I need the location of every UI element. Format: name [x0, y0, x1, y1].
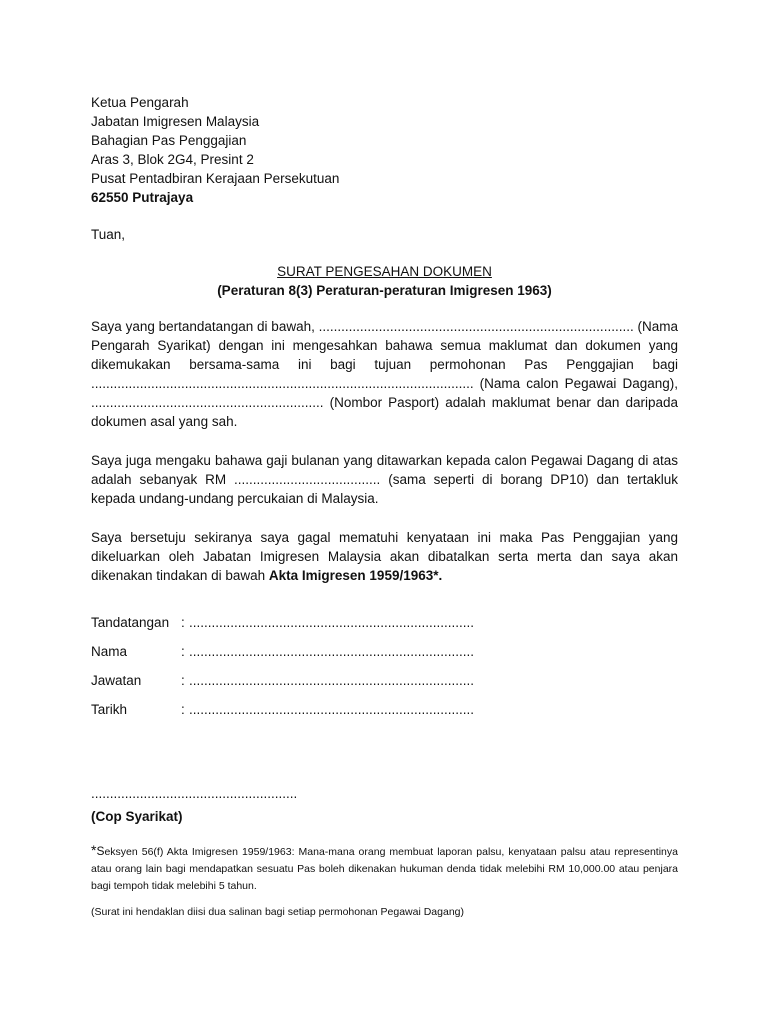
field-label: Nama: [91, 644, 128, 659]
name-blank: ............................................................................: [189, 644, 475, 659]
date-blank: ............................................................................: [189, 702, 475, 717]
address-postcode: 62550 Putrajaya: [91, 190, 194, 205]
position-blank: ............................................................................: [189, 673, 475, 688]
signature-fields: [91, 613, 678, 729]
act-reference: Akta Imigresen 1959/1963*.: [268, 568, 443, 583]
title-main: SURAT PENGESAHAN DOKUMEN: [277, 264, 492, 279]
company-stamp-area: [91, 784, 678, 826]
footnote-initial: S: [96, 844, 105, 858]
copies-note: (Surat ini hendaklan diisi dua salinan bagi setiap permohonan Pegawai Dagang): [91, 906, 464, 918]
field-colon: :: [181, 644, 185, 659]
footnote: [91, 842, 678, 895]
address-line: Jabatan Imigresen Malaysia: [91, 114, 260, 129]
salutation: Tuan,: [91, 227, 126, 242]
footnote-text: eksyen 56(f) Akta Imigresen 1959/1963: Mana-mana orang membuat laporan palsu, kenyataan palsu atau representinya atau orang lain bagi mendapatkan sesuatu Pas boleh dikenakan hukuman denda tidak melebihi RM 10,000.00 atau penjara bagi tempoh tidak melebihi 5 tahun.: [91, 846, 678, 892]
signature-blank: ............................................................................: [189, 615, 475, 630]
address-line: Pusat Pentadbiran Kerajaan Persekutuan: [91, 171, 340, 186]
field-row-signature: [91, 613, 678, 642]
title-subtitle: (Peraturan 8(3) Peraturan-peraturan Imigresen 1963): [217, 283, 552, 298]
address-line: Aras 3, Blok 2G4, Presint 2: [91, 152, 254, 167]
letter-page: [91, 93, 678, 920]
field-label: Tarikh: [91, 702, 128, 717]
field-colon: :: [181, 673, 185, 688]
paragraph-agreement: [91, 528, 678, 585]
footnote-asterisk: *: [91, 842, 97, 858]
letter-title: [91, 262, 678, 300]
field-label: Tandatangan: [91, 615, 170, 630]
field-colon: :: [181, 615, 185, 630]
address-line: Ketua Pengarah: [91, 95, 189, 110]
stamp-label: (Cop Syarikat): [91, 809, 183, 824]
paragraph-declaration: Saya yang bertandatangan di bawah, .................................................................................... (Nama Pengarah Syarikat) dengan ini mengesahkan bahawa semua maklumat dan dokumen yang dikemukakan bersama-sama ini bagi tujuan permohonan Pas Penggajian bagi ...................................................................................................... (Nama calon Pegawai Dagang), .............................................................. (Nombor Pasport) adalah maklumat benar dan daripada dokumen asal yang sah.: [91, 319, 678, 429]
stamp-blank: .......................................................: [91, 786, 298, 801]
field-colon: :: [181, 702, 185, 717]
field-row-name: [91, 642, 678, 671]
field-row-position: [91, 671, 678, 700]
field-label: Jawatan: [91, 673, 142, 688]
paragraph-agreement-text: Saya bersetuju sekiranya saya gagal mematuhi kenyataan ini maka Pas Penggajian yang dikeluarkan oleh Jabatan Imigresen Malaysia akan dibatalkan serta merta dan saya akan dikenakan tindakan di bawah: [91, 530, 678, 583]
paragraph-salary: Saya juga mengaku bahawa gaji bulanan yang ditawarkan kepada calon Pegawai Dagang di atas adalah sebanyak RM ....................................... (sama seperti di borang DP10) dan tertakluk kepada undang-undang percukaian di Malaysia.: [91, 453, 678, 506]
field-row-date: [91, 700, 678, 729]
address-line: Bahagian Pas Penggajian: [91, 133, 247, 148]
recipient-address: [91, 93, 678, 207]
